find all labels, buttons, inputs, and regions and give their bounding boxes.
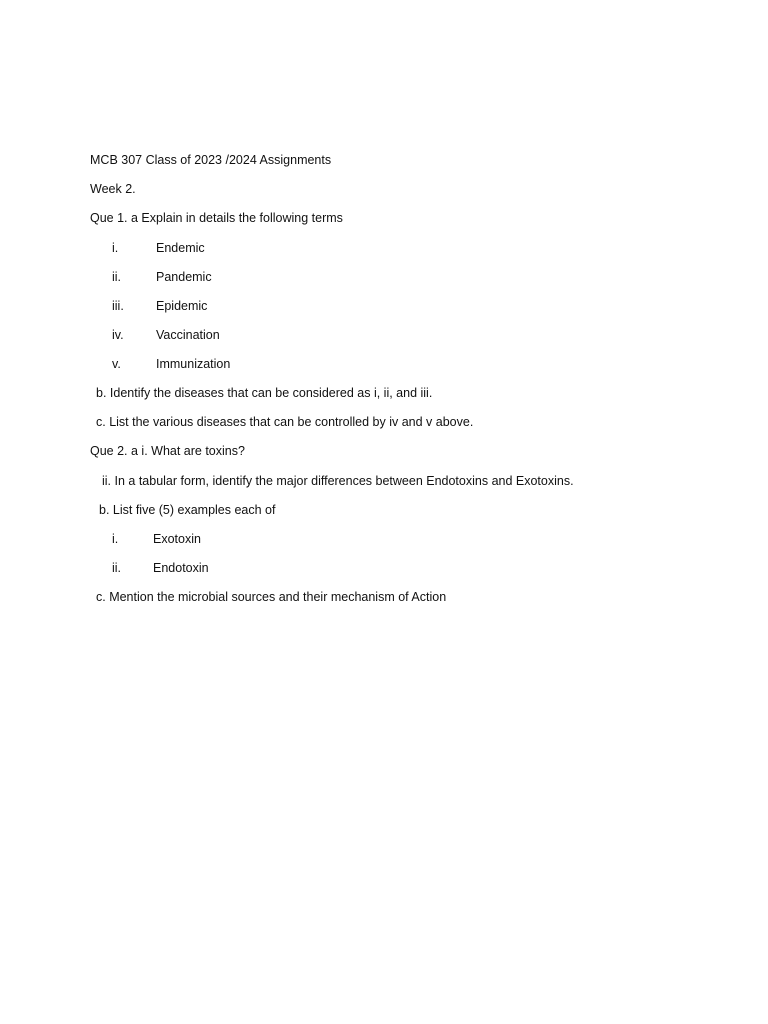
question-2-part-c: c. Mention the microbial sources and their mechanism of Action	[96, 590, 447, 604]
list-item-number: v.	[112, 357, 121, 371]
list-item: Endemic	[156, 241, 205, 255]
list-item: Immunization	[156, 357, 231, 371]
list-item: Endotoxin	[153, 561, 209, 575]
question-1-heading: Que 1. a Explain in details the following terms	[90, 211, 343, 225]
list-item-number: i.	[112, 241, 119, 255]
question-1-part-b: b. Identify the diseases that can be considered as i, ii, and iii.	[96, 386, 433, 400]
list-item-number: ii.	[112, 270, 122, 284]
list-item-number: ii.	[112, 561, 122, 575]
list-item-number: iv.	[112, 328, 124, 342]
document-title: MCB 307 Class of 2023 /2024 Assignments	[90, 153, 332, 167]
list-item: Exotoxin	[153, 532, 201, 546]
question-1-part-c: c. List the various diseases that can be controlled by iv and v above.	[96, 415, 474, 429]
question-2-part-b: b. List five (5) examples each of	[99, 503, 276, 517]
list-item: Epidemic	[156, 299, 208, 313]
list-item-number: i.	[112, 532, 119, 546]
question-2-heading: Que 2. a i. What are toxins?	[90, 444, 245, 458]
question-2-part-a-ii: ii. In a tabular form, identify the major differences between Endotoxins and Exotoxins.	[102, 474, 574, 488]
week-label: Week 2.	[90, 182, 136, 196]
list-item-number: iii.	[112, 299, 124, 313]
list-item: Vaccination	[156, 328, 220, 342]
list-item: Pandemic	[156, 270, 212, 284]
